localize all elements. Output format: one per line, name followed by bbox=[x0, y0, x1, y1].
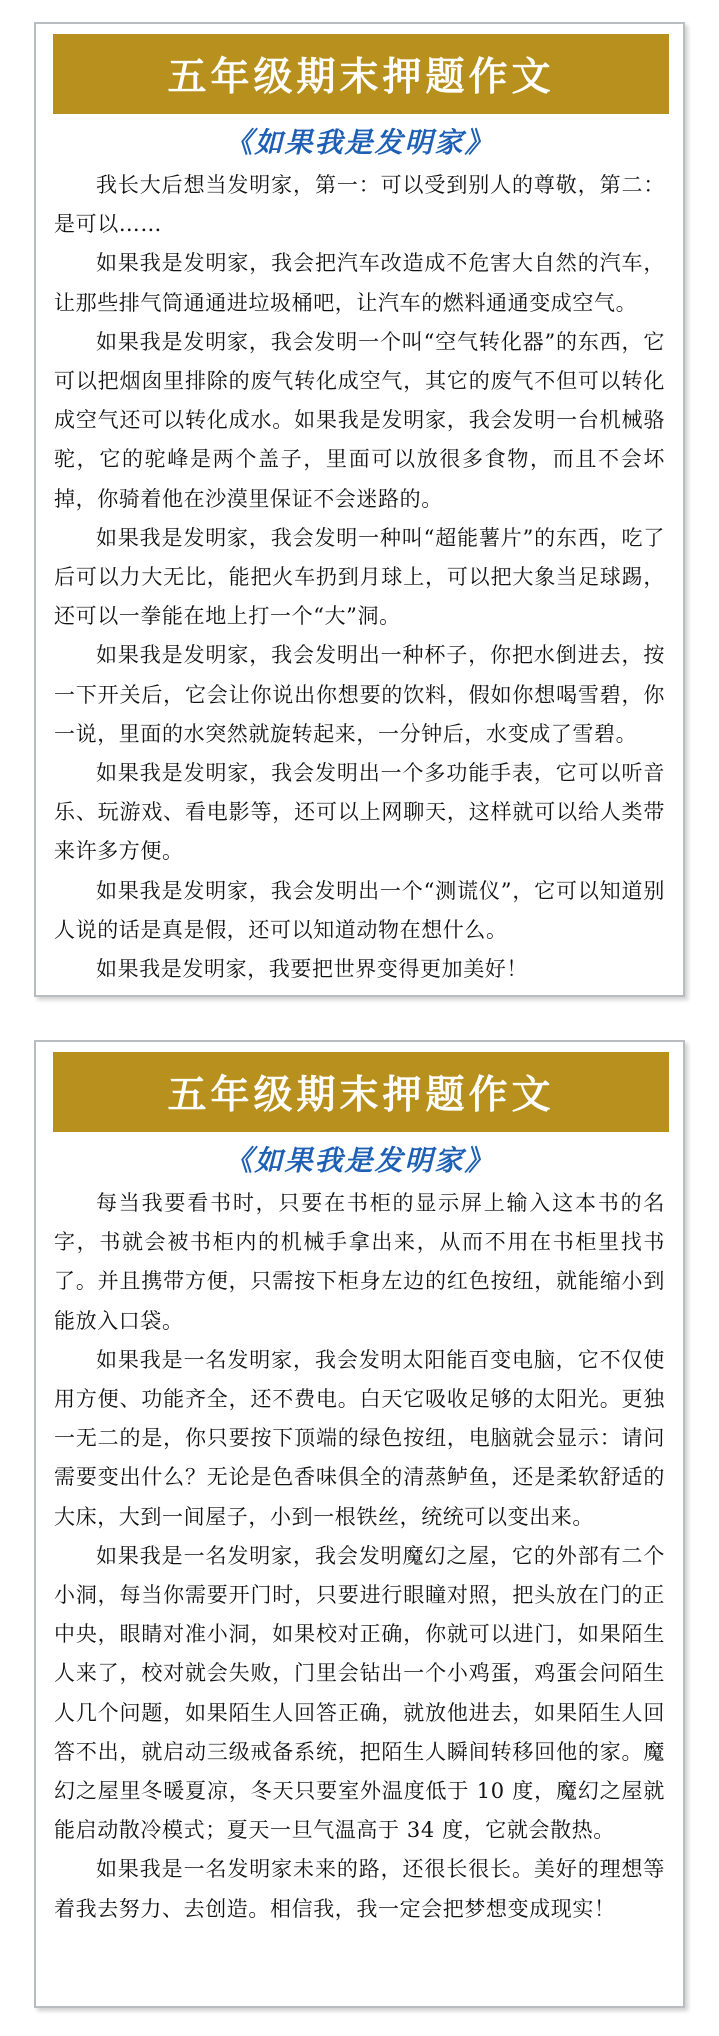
essay-body bbox=[36, 166, 683, 989]
essay-card-2 bbox=[34, 1040, 685, 2008]
paragraph: 如果我是一名发明家未来的路，还很长很长。美好的理想等着我去努力、去创造。相信我，我一定会把梦想变成现实！ bbox=[54, 1857, 665, 1921]
paragraph: 如果我是发明家，我会发明一个叫“空气转化器”的东西，它可以把烟囱里排除的废气转化成空气，其它的废气不但可以转化成空气还可以转化成水。如果我是发明家，我会发明一台机械骆驼，它的驼峰是两个盖子，里面可以放很多食物，而且不会坏掉，你骑着他在沙漠里保证不会迷路的。 bbox=[54, 329, 665, 511]
essay-body bbox=[36, 1184, 683, 1929]
paragraph: 如果我是发明家，我会把汽车改造成不危害大自然的汽车，让那些排气筒通通进垃圾桶吧，让汽车的燃料通通变成空气。 bbox=[54, 251, 665, 315]
essay-title: 《如果我是发明家》 bbox=[224, 126, 495, 159]
essay-banner bbox=[53, 1052, 669, 1132]
paragraph: 每当我要看书时，只要在书柜的显示屏上输入这本书的名字，书就会被书柜内的机械手拿出来，从而不用在书柜里找书了。并且携带方便，只需按下柜身左边的红色按纽，就能缩小到能放入口袋。 bbox=[54, 1191, 665, 1333]
banner-title: 五年级期末押题作文 bbox=[167, 55, 555, 100]
essay-banner bbox=[53, 34, 669, 114]
paragraph: 如果我是一名发明家，我会发明魔幻之屋，它的外部有二个小洞，每当你需要开门时，只要进行眼瞳对照，把头放在门的正中央，眼睛对准小洞，如果校对正确，你就可以进门，如果陌生人来了，校对就会失败，门里会钻出一个小鸡蛋，鸡蛋会问陌生人几个问题，如果陌生人回答正确，就放他进去，如果陌生人回答不出，就启动三级戒备系统，把陌生人瞬间转移回他的家。魔幻之屋里冬暖夏凉，冬天只要室外温度低于 10 度，魔幻之屋就能启动散冷模式；夏天一旦气温高于 34 度，它就会散热。 bbox=[54, 1543, 665, 1843]
paragraph: 如果我是发明家，我会发明出一个多功能手表，它可以听音乐、玩游戏、看电影等，还可以上网聊天，这样就可以给人类带来许多方便。 bbox=[54, 761, 665, 864]
banner-title: 五年级期末押题作文 bbox=[167, 1073, 555, 1118]
paragraph: 如果我是发明家，我会发明出一个“测谎仪”，它可以知道别人说的话是真是假，还可以知道动物在想什么。 bbox=[54, 878, 665, 942]
essay-title: 《如果我是发明家》 bbox=[224, 1144, 495, 1177]
paragraph: 如果我是发明家，我会发明出一种杯子，你把水倒进去，按一下开关后，它会让你说出你想要的饮料，假如你想喝雪碧，你一说，里面的水突然就旋转起来，一分钟后，水变成了雪碧。 bbox=[54, 643, 665, 746]
paragraph: 如果我是发明家，我会发明一种叫“超能薯片”的东西，吃了后可以力大无比，能把火车扔到月球上，可以把大象当足球踢，还可以一拳能在地上打一个“大”洞。 bbox=[54, 525, 665, 629]
paragraph: 如果我是一名发明家，我会发明太阳能百变电脑，它不仅使用方便、功能齐全，还不费电。白天它吸收足够的太阳光。更独一无二的是，你只要按下顶端的绿色按纽，电脑就会显示：请问需要变出什么？无论是色香味俱全的清蒸鲈鱼，还是柔软舒适的大床，大到一间屋子，小到一根铁丝，统统可以变出来。 bbox=[54, 1347, 665, 1529]
paragraph: 我长大后想当发明家，第一：可以受到别人的尊敬，第二：是可以…… bbox=[54, 173, 665, 237]
essay-card-1 bbox=[34, 22, 685, 997]
paragraph: 如果我是发明家，我要把世界变得更加美好！ bbox=[96, 957, 528, 982]
